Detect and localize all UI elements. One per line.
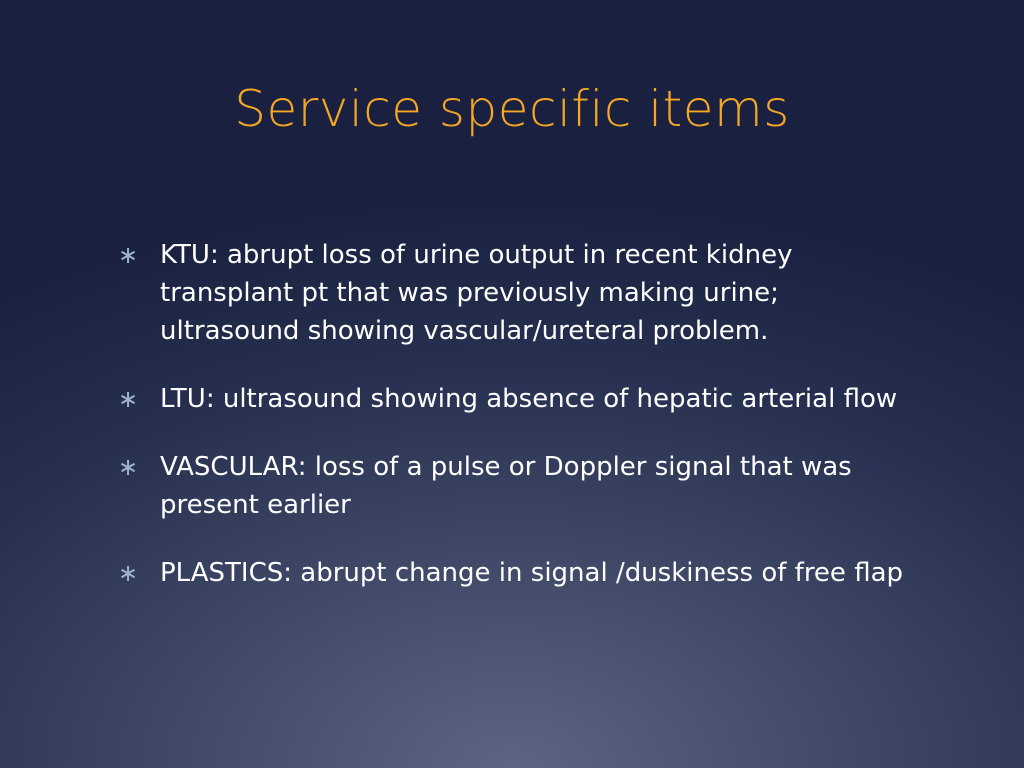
bullet-text: VASCULAR: loss of a pulse or Doppler signal that was present earlier [160,452,852,520]
bullet-item-ktu [118,236,908,350]
bullet-list [118,236,908,622]
bullet-text: KTU: abrupt loss of urine output in recent kidney transplant pt that was previously making urine; ultrasound showing vascular/ureteral problem. [160,240,793,346]
asterisk-icon: ∗ [118,385,139,413]
bullet-text: PLASTICS: abrupt change in signal /duskiness of free flap [160,558,904,588]
asterisk-icon: ∗ [118,453,139,481]
asterisk-icon: ∗ [118,241,139,269]
bullet-text: LTU: ultrasound showing absence of hepatic arterial flow [160,384,898,414]
bullet-item-ltu [118,380,908,418]
bullet-item-plastics [118,554,908,592]
slide-title: Service specific items [234,80,790,138]
asterisk-icon: ∗ [118,559,139,587]
bullet-item-vascular [118,448,908,524]
